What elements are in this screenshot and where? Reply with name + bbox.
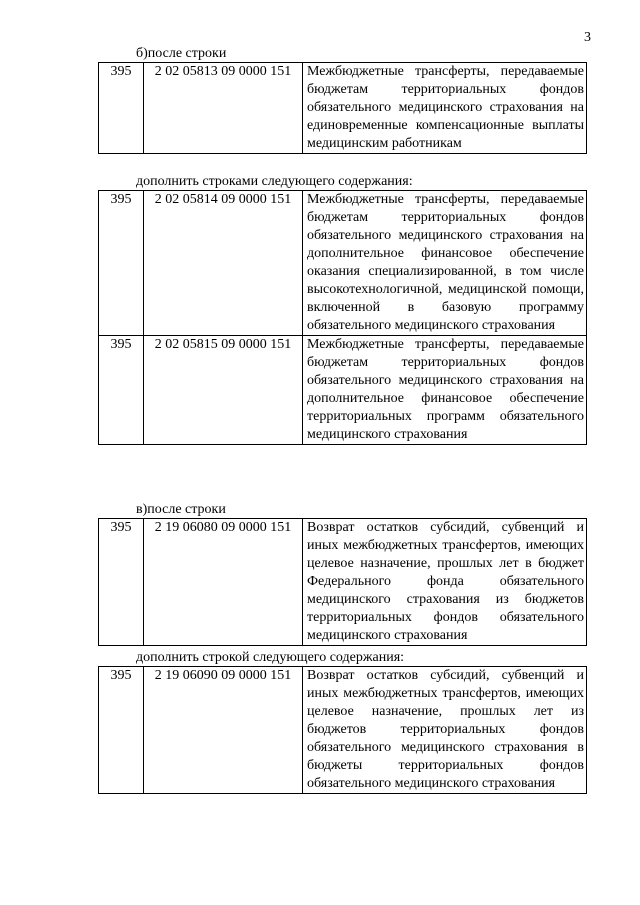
section-add-row-intro: дополнить строкой следующего содержания:: [136, 650, 405, 665]
table-row: [99, 191, 587, 336]
section-add-row-table: [98, 666, 587, 794]
row-code: 395: [99, 191, 144, 336]
section-v-intro: в)после строки: [136, 502, 226, 517]
table-row: [99, 336, 587, 445]
row-kbk: 2 02 05815 09 0000 151: [144, 336, 303, 445]
row-description: Межбюджетные трансферты, передаваемые бюджетам территориальных фондов обязательного медицинского страхования на единовременные компенсационные выплаты медицинским работникам: [303, 63, 587, 154]
section-add-rows-intro: дополнить строками следующего содержания:: [136, 174, 413, 189]
row-code: 395: [99, 63, 144, 154]
section-b-intro: б)после строки: [136, 46, 227, 61]
section-v-table: [98, 518, 587, 646]
table-row: [99, 667, 587, 794]
row-kbk: 2 19 06080 09 0000 151: [144, 519, 303, 646]
row-description: Возврат остатков субсидий, субвенций и иных межбюджетных трансфертов, имеющих целевое назначение, прошлых лет в бюджет Федерального фонда обязательного медицинского страхования из бюджетов территориальных фондов обязательного медицинского страхования: [303, 519, 587, 646]
row-description: Межбюджетные трансферты, передаваемые бюджетам территориальных фондов обязательного медицинского страхования на дополнительное финансовое обеспечение территориальных программ обязательного медицинского страхования: [303, 336, 587, 445]
table-row: [99, 63, 587, 154]
row-kbk: 2 02 05814 09 0000 151: [144, 191, 303, 336]
row-kbk: 2 02 05813 09 0000 151: [144, 63, 303, 154]
row-code: 395: [99, 336, 144, 445]
row-description: Возврат остатков субсидий, субвенций и иных межбюджетных трансфертов, имеющих целевое назначение, прошлых лет из бюджетов территориальных фондов обязательного медицинского страхования в бюджеты территориальных фондов обязательного медицинского страхования: [303, 667, 587, 794]
section-add-rows-table: [98, 190, 587, 445]
row-code: 395: [99, 667, 144, 794]
row-description: Межбюджетные трансферты, передаваемые бюджетам территориальных фондов обязательного медицинского страхования на дополнительное финансовое обеспечение оказания специализированной, в том числе высокотехнологичной, медицинской помощи, включенной в базовую программу обязательного медицинского страхования: [303, 191, 587, 336]
row-kbk: 2 19 06090 09 0000 151: [144, 667, 303, 794]
section-b-table: [98, 62, 587, 154]
row-code: 395: [99, 519, 144, 646]
page-number: 3: [584, 30, 591, 45]
table-row: [99, 519, 587, 646]
